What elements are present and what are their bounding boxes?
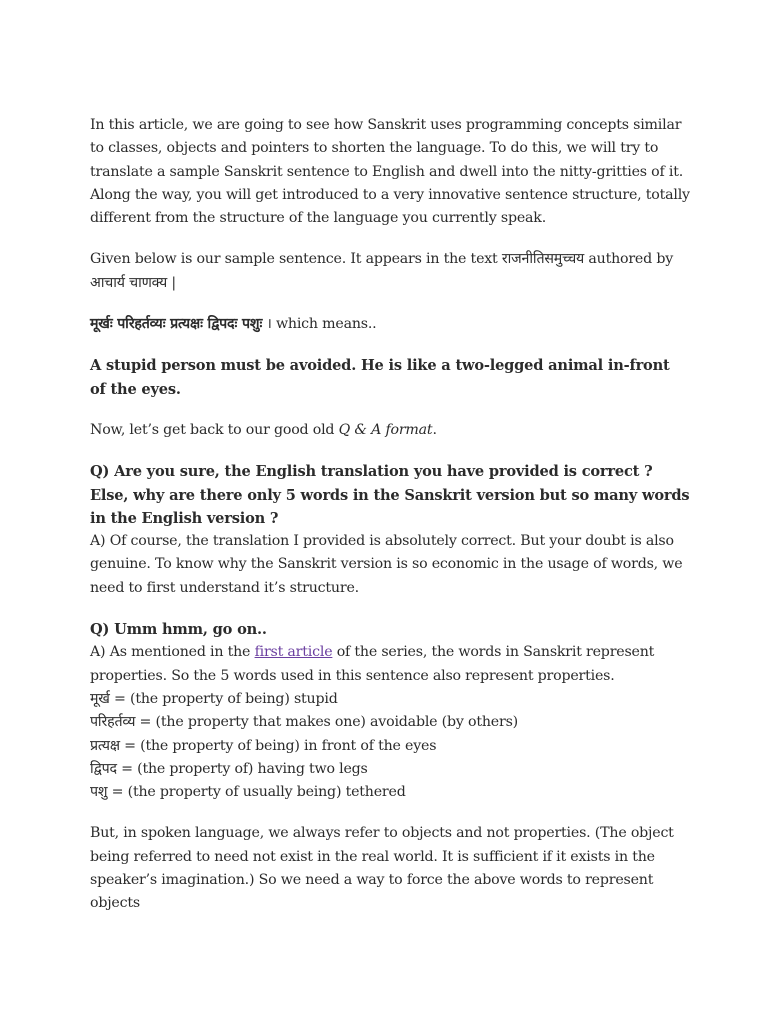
word: द्विपद	[90, 760, 117, 777]
qa-intro-end: .	[432, 421, 437, 438]
qa-block-1	[90, 460, 690, 600]
word-definition	[90, 711, 690, 734]
word: परिहर्तव्य	[90, 714, 136, 731]
word-meaning: = (the property of being) in front of the eyes	[119, 737, 437, 754]
sample-sentence-paragraph	[90, 248, 690, 295]
word-definition	[90, 781, 690, 804]
qa-intro-paragraph	[90, 419, 690, 442]
english-translation: A stupid person must be avoided. He is like a two-legged animal in-front of the eyes.	[90, 357, 670, 398]
word-definition	[90, 735, 690, 758]
answer-1: A) Of course, the translation I provided is absolutely correct. But your doubt is also genuine. To know why the Sanskrit version is so economic in the usage of words, we need to first understand it’s structure.	[90, 533, 683, 596]
closing-paragraph: But, in spoken language, we always refer to objects and not properties. (The object being referred to need not exist in the real world. It is sufficient if it exists in the speaker’s imagination.) So we need a way to force the above words to represent objects	[90, 825, 674, 912]
word-meaning: = (the property that makes one) avoidable (by others)	[135, 714, 518, 731]
sample-middle: authored by	[584, 251, 674, 268]
sample-suffix: |	[167, 274, 176, 291]
word: मूर्ख	[90, 690, 110, 707]
first-article-link[interactable]: first article	[254, 644, 333, 661]
author-name: आचार्य चाणक्य	[90, 274, 168, 291]
question-1: Q) Are you sure, the English translation you have provided is correct ? Else, why are there only 5 words in the Sanskrit version but so many words in the English version ?	[90, 463, 690, 527]
qa-format-text: Q & A format	[338, 421, 433, 438]
intro-paragraph: In this article, we are going to see how Sanskrit uses programming concepts similar to classes, objects and pointers to shorten the language. To do this, we will try to translate a sample Sanskrit sentence to English and dwell into the nitty-gritties of it. Along the way, you will get introduced to a very innovative sentence structure, totally different from the structure of the language you currently speak.	[90, 117, 690, 227]
sample-prefix: Given below is our sample sentence. It appears in the text	[90, 251, 502, 268]
word-meaning: = (the property of being) stupid	[109, 690, 338, 707]
word-meaning: = (the property of) having two legs	[116, 760, 368, 777]
qa-block-2	[90, 618, 690, 804]
article-body	[90, 114, 690, 934]
word-meaning: = (the property of usually being) tethered	[107, 784, 406, 801]
word: पशु	[90, 784, 108, 801]
word: प्रत्यक्ष	[90, 737, 120, 754]
sanskrit-sentence: मूर्खः परिहर्तव्यः प्रत्यक्षः द्विपदः पशुः	[90, 316, 263, 333]
sanskrit-sentence-paragraph	[90, 313, 690, 336]
qa-intro-text: Now, let’s get back to our good old	[90, 421, 339, 438]
word-definition	[90, 688, 690, 711]
answer-2-suffix: of the series, the words in Sanskrit represent properties. So the 5 words used in this sentence also represent properties.	[90, 644, 655, 684]
danda: ।	[262, 316, 276, 333]
which-means: which means..	[275, 316, 377, 333]
answer-2-prefix: A) As mentioned in the	[90, 644, 255, 661]
question-2: Q) Umm hmm, go on..	[90, 621, 267, 639]
word-definition	[90, 758, 690, 781]
text-name: राजनीतिसमुच्चय	[501, 251, 585, 268]
